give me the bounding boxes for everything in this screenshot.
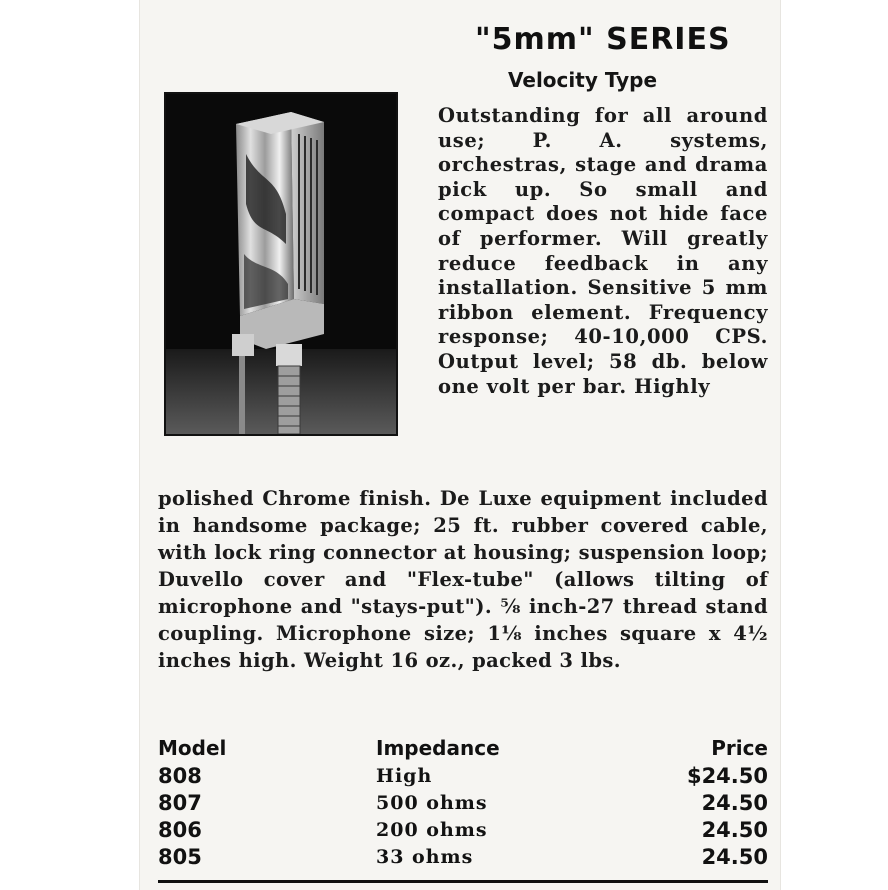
impedance-cell: 500 ohms [376,791,488,814]
model-table [158,734,768,870]
table-row [158,762,768,789]
microphone-photo [164,92,398,436]
impedance-cell: 200 ohms [376,818,488,841]
table-row [158,789,768,816]
model-cell: 807 [158,790,202,815]
price-cell: 24.50 [701,844,768,869]
bottom-rule [158,880,768,883]
table-row [158,816,768,843]
model-cell: 808 [158,763,202,788]
price-cell: 24.50 [701,790,768,815]
price-cell: 24.50 [701,817,768,842]
column-header-impedance: Impedance [376,736,500,760]
table-header-row [158,734,768,762]
impedance-cell: High [376,764,433,787]
model-cell: 805 [158,844,202,869]
series-title: "5mm" SERIES [475,22,731,57]
price-cell: $24.50 [686,763,768,788]
impedance-cell: 33 ohms [376,845,474,868]
description-full: polished Chrome finish. De Luxe equipment included in handsome package; 25 ft. rubber covered cable, with lock ring connector at housing; suspension loop; Duvello cover and "Flex-tube" (allows tilting of microphone and "stays-put"). ⅝ inch-27 thread stand coupling. Microphone size; 1⅛ inches square x 4½ inches high. Weight 16 oz., packed 3 lbs. [158,487,768,672]
series-subtitle: Velocity Type [508,68,658,92]
table-row [158,843,768,870]
description-column: Outstanding for all around use; P. A. systems, orchestras, stage and drama pick up. So small and compact does not hide face of performer. Will greatly reduce feedback in any installation. Sensitive 5 mm ribbon element. Frequency response; 40-10,000 CPS. Output level; 58 db. below one volt per bar. Highly [438,104,768,398]
column-header-price: Price [711,736,768,760]
microphone-image [166,94,396,434]
column-header-model: Model [158,736,227,760]
model-cell: 806 [158,817,202,842]
